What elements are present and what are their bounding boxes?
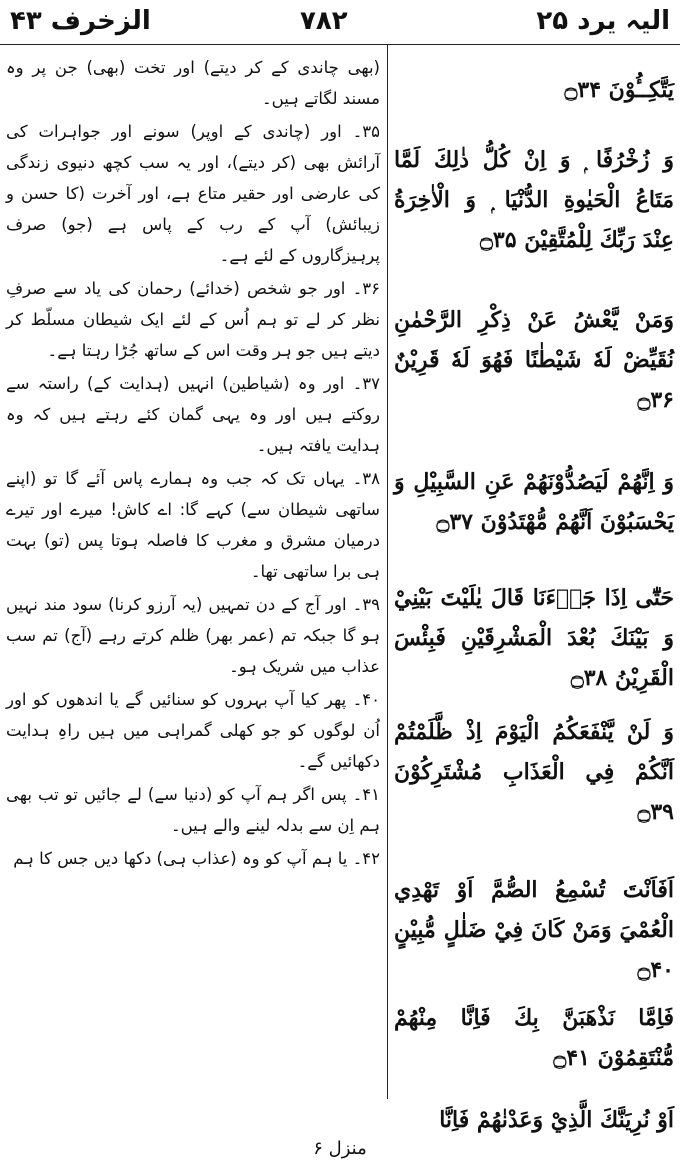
translation-paragraph: ۴۲۔ یا ہم آپ کو وہ (عذاب ہی) دکھا دیں جس کا ہم: [13, 849, 380, 868]
translation-paragraph: ۳۹۔ اور آج کے دن تمہیں (یہ آرزو کرنا) سود مند نہیں ہو گا جبکہ تم (عمر بھر) ظلم کرتے رہے (آج) تم سب عذاب میں شریک ہو۔: [6, 595, 380, 676]
urdu-translation-column: [6, 52, 380, 876]
surah-name: الزخرف ۴۳: [10, 6, 151, 36]
arabic-verse: وَ اِنَّهُمْ لَيَصُدُّوْنَهُمْ عَنِ السَّبِيْلِ وَ يَحْسَبُوْنَ اَنَّهُمْ مُّهْتَدُوْنَ ۝۳۷: [394, 469, 674, 535]
arabic-text-column: [394, 52, 674, 1140]
arabic-verse: وَ زُخْرُفًا ۭ وَ اِنْ كُلُّ ذٰلِكَ لَمَّا مَتَاعُ الْحَيٰوةِ الدُّنْيَا ۭ وَ الْاٰخِرَةُ عِنْدَ رَبِّكَ لِلْمُتَّقِيْنَ ۝۳۵: [394, 147, 674, 253]
header-divider: [0, 44, 680, 45]
translation-paragraph: ۳۸۔ یہاں تک کہ جب وہ ہمارے پاس آئے گا تو (اپنے ساتھی شیطان سے) کہے گا: اے کاش! میرے اور تیرے درمیان مشرق و مغرب کا فاصلہ ہوتا پس (تو) بہت ہی برا ساتھی تھا۔: [6, 469, 380, 581]
page-header: [0, 0, 680, 44]
arabic-verse: وَمَنْ يَّعْشُ عَنْ ذِكْرِ الرَّحْمٰنِ نُقَيِّضْ لَهٗ شَيْطٰنًا فَهُوَ لَهٗ قَرِيْنٌ ۝۳۶: [394, 307, 674, 413]
arabic-verse: اَوْ نُرِيَنَّكَ الَّذِيْ وَعَدْنٰهُمْ فَاِنَّا: [439, 1107, 674, 1133]
translation-paragraph: (بھی چاندی کے کر دیتے) اور تخت (بھی) جن پر وہ مسند لگاتے ہیں۔: [6, 58, 380, 108]
manzil-footer: منزل ۶: [313, 1138, 367, 1159]
arabic-verse: فَاِمَّا نَذْهَبَنَّ بِكَ فَاِنَّا مِنْهُمْ مُّنْتَقِمُوْنَ ۝۴۱: [394, 1005, 674, 1071]
translation-paragraph: ۳۷۔ اور وہ (شیاطین) انہیں (ہدایت کے) راستہ سے روکتے ہیں اور وہ یہی گمان کئے رہتے ہیں کہ وہ ہدایت یافتہ ہیں۔: [6, 374, 380, 455]
arabic-verse: اَفَاَنْتَ تُسْمِعُ الصُّمَّ اَوْ تَهْدِي الْعُمْيَ وَمَنْ كَانَ فِيْ ضَلٰلٍ مُّبِيْنٍ ۝۴۰: [394, 877, 674, 983]
translation-paragraph: ۴۱۔ پس اگر ہم آپ کو (دنیا سے) لے جائیں تو تب بھی ہم اِن سے بدلہ لینے والے ہیں۔: [6, 785, 380, 835]
translation-paragraph: ۳۶۔ اور جو شخص (خدائے) رحمان کی یاد سے صرفِ نظر کر لے تو ہم اُس کے لئے ایک شیطان مسلّط کر دیتے ہیں جو ہر وقت اس کے ساتھ جُڑا رہتا ہے۔: [6, 279, 380, 360]
arabic-verse: حَتّٰٓى اِذَا جَاۗءَنَا قَالَ يٰلَيْتَ بَيْنِيْ وَ بَيْنَكَ بُعْدَ الْمَشْرِقَيْنِ فَبِئْسَ الْقَرِيْنُ ۝۳۸: [394, 585, 674, 691]
arabic-verse: وَ لَنْ يَّنْفَعَكُمُ الْيَوْمَ اِذْ ظَّلَمْتُمْ اَنَّكُمْ فِي الْعَذَابِ مُشْتَرِكُوْنَ ۝۳۹: [394, 719, 674, 825]
para-name: الیہ یرد ۲۵: [536, 6, 670, 36]
arabic-verse: يَتَّكِــُٔوْنَ ۝۳۴: [564, 77, 674, 103]
translation-paragraph: ۴۰۔ پھر کیا آپ بہروں کو سنائیں گے یا اندھوں کو اور اُن لوگوں کو جو کھلی گمراہی میں ہیں راہِ ہدایت دکھائیں گے۔: [6, 690, 380, 771]
page-number: ۷۸۲: [300, 6, 348, 36]
translation-paragraph: ۳۵۔ اور (چاندی کے اوپر) سونے اور جواہرات کی آرائش بھی (کر دیتے)، اور یہ سب کچھ دنیوی زندگی کی عارضی اور حقیر متاع ہے، اور آخرت (کا حسن و زیبائش) آپ کے رب کے پاس ہے (جو) صرف پرہیزگاروں کے لئے ہے۔: [6, 122, 380, 265]
column-divider: [387, 44, 388, 1099]
